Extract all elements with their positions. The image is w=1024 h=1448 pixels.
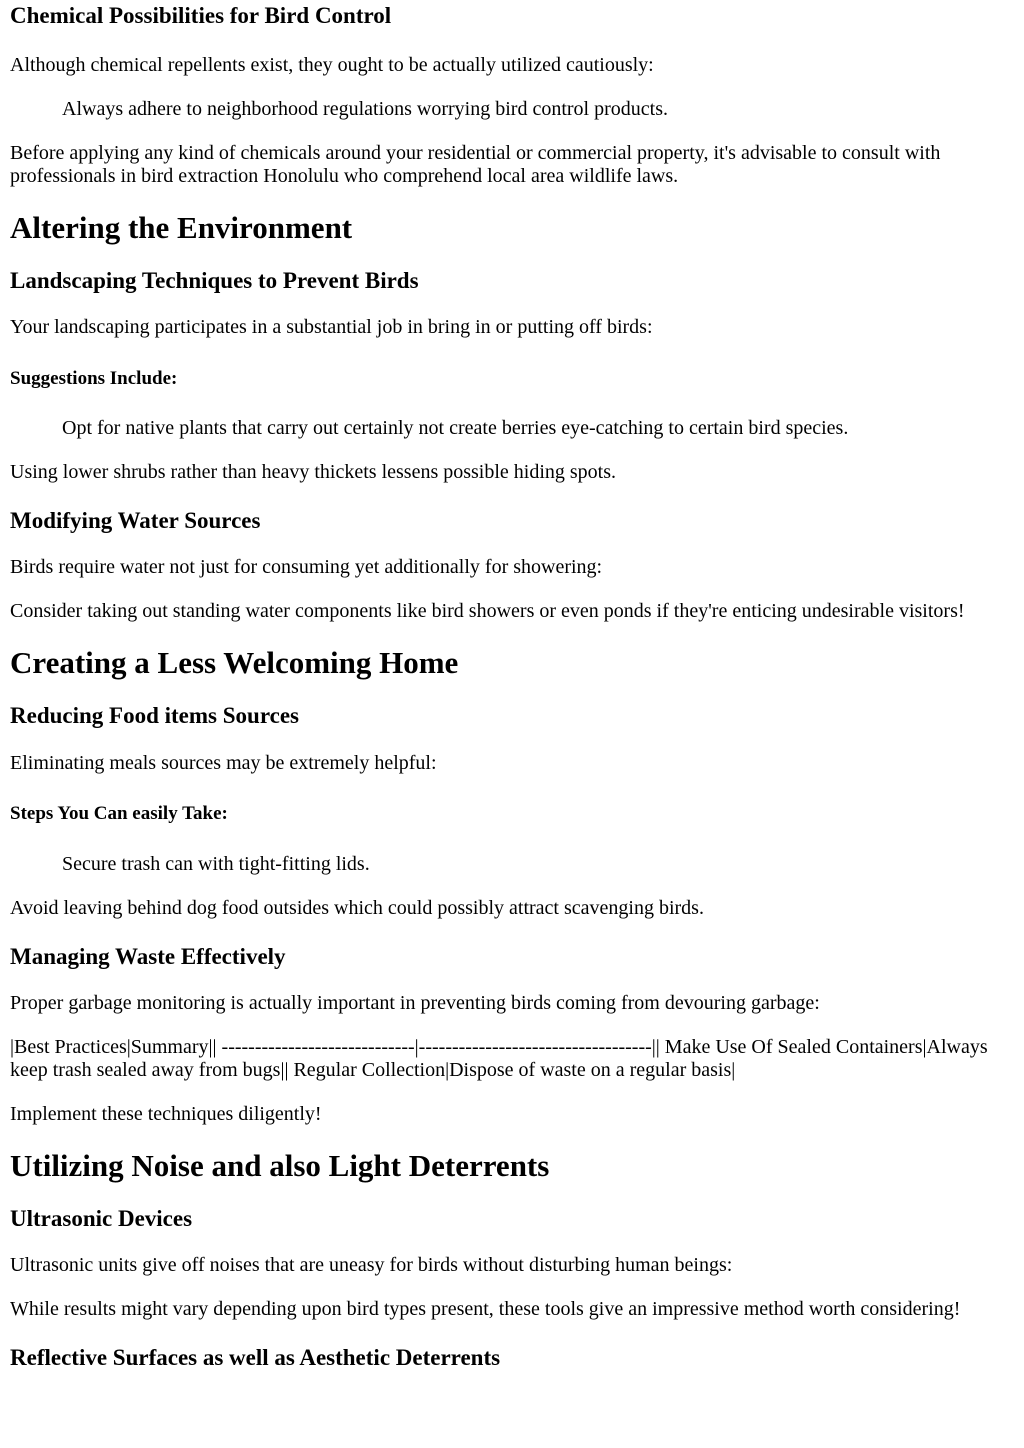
paragraph-chemical-body: Before applying any kind of chemicals around your residential or commercial property, it's advisable to consult with professionals in bird extraction Honolulu who comprehend local area wildlife laws. (10, 142, 941, 187)
paragraph-waste-outro: Implement these techniques diligently! (10, 1103, 322, 1125)
heading-modifying-water: Modifying Water Sources (10, 508, 261, 533)
heading-chemical-possibilities: Chemical Possibilities for Bird Control (10, 3, 392, 28)
paragraph-dog-food: Avoid leaving behind dog food outsides which could possibly attract scavenging birds. (10, 897, 704, 919)
heading-altering-environment: Altering the Environment (10, 210, 353, 245)
paragraph-ultrasonic-intro: Ultrasonic units give off noises that are uneasy for birds without disturbing human beings: (10, 1254, 733, 1276)
quote-chemical-regulations: Always adhere to neighborhood regulations worrying bird control products. (62, 98, 668, 120)
quote-native-plants: Opt for native plants that carry out certainly not create berries eye-catching to certain bird species. (62, 417, 849, 439)
heading-steps-you-can-take: Steps You Can easily Take: (10, 803, 228, 824)
paragraph-water-body: Consider taking out standing water components like bird showers or even ponds if they're enticing undesirable visitors! (10, 600, 965, 622)
paragraph-waste-table-text: |Best Practices|Summary|| -----------------------------|-----------------------------------|| Make Use Of Sealed Containers|Always keep trash sealed away from bugs|| Regular Collection|Dispose of waste on a regular basis| (10, 1036, 988, 1081)
paragraph-water-intro: Birds require water not just for consuming yet additionally for showering: (10, 556, 603, 578)
heading-managing-waste: Managing Waste Effectively (10, 944, 286, 969)
paragraph-ultrasonic-body: While results might vary depending upon bird types present, these tools give an impressive method worth considering! (10, 1298, 961, 1320)
paragraph-lower-shrubs: Using lower shrubs rather than heavy thickets lessens possible hiding spots. (10, 461, 617, 483)
heading-noise-light-deterrents: Utilizing Noise and also Light Deterrents (10, 1148, 550, 1183)
heading-less-welcoming-home: Creating a Less Welcoming Home (10, 645, 459, 680)
paragraph-waste-intro: Proper garbage monitoring is actually important in preventing birds coming from devouring garbage: (10, 992, 820, 1014)
heading-reflective-surfaces: Reflective Surfaces as well as Aesthetic Deterrents (10, 1345, 501, 1370)
heading-ultrasonic-devices: Ultrasonic Devices (10, 1206, 193, 1231)
paragraph-landscaping-intro: Your landscaping participates in a substantial job in bring in or putting off birds: (10, 316, 653, 338)
heading-landscaping-techniques: Landscaping Techniques to Prevent Birds (10, 268, 419, 293)
paragraph-food-intro: Eliminating meals sources may be extremely helpful: (10, 752, 437, 774)
paragraph-chemical-intro: Although chemical repellents exist, they ought to be actually utilized cautiously: (10, 54, 654, 76)
heading-suggestions-include: Suggestions Include: (10, 368, 178, 389)
article (0, 2, 1024, 1371)
quote-secure-trash: Secure trash can with tight-fitting lids. (62, 853, 370, 875)
heading-reducing-food: Reducing Food items Sources (10, 703, 299, 728)
